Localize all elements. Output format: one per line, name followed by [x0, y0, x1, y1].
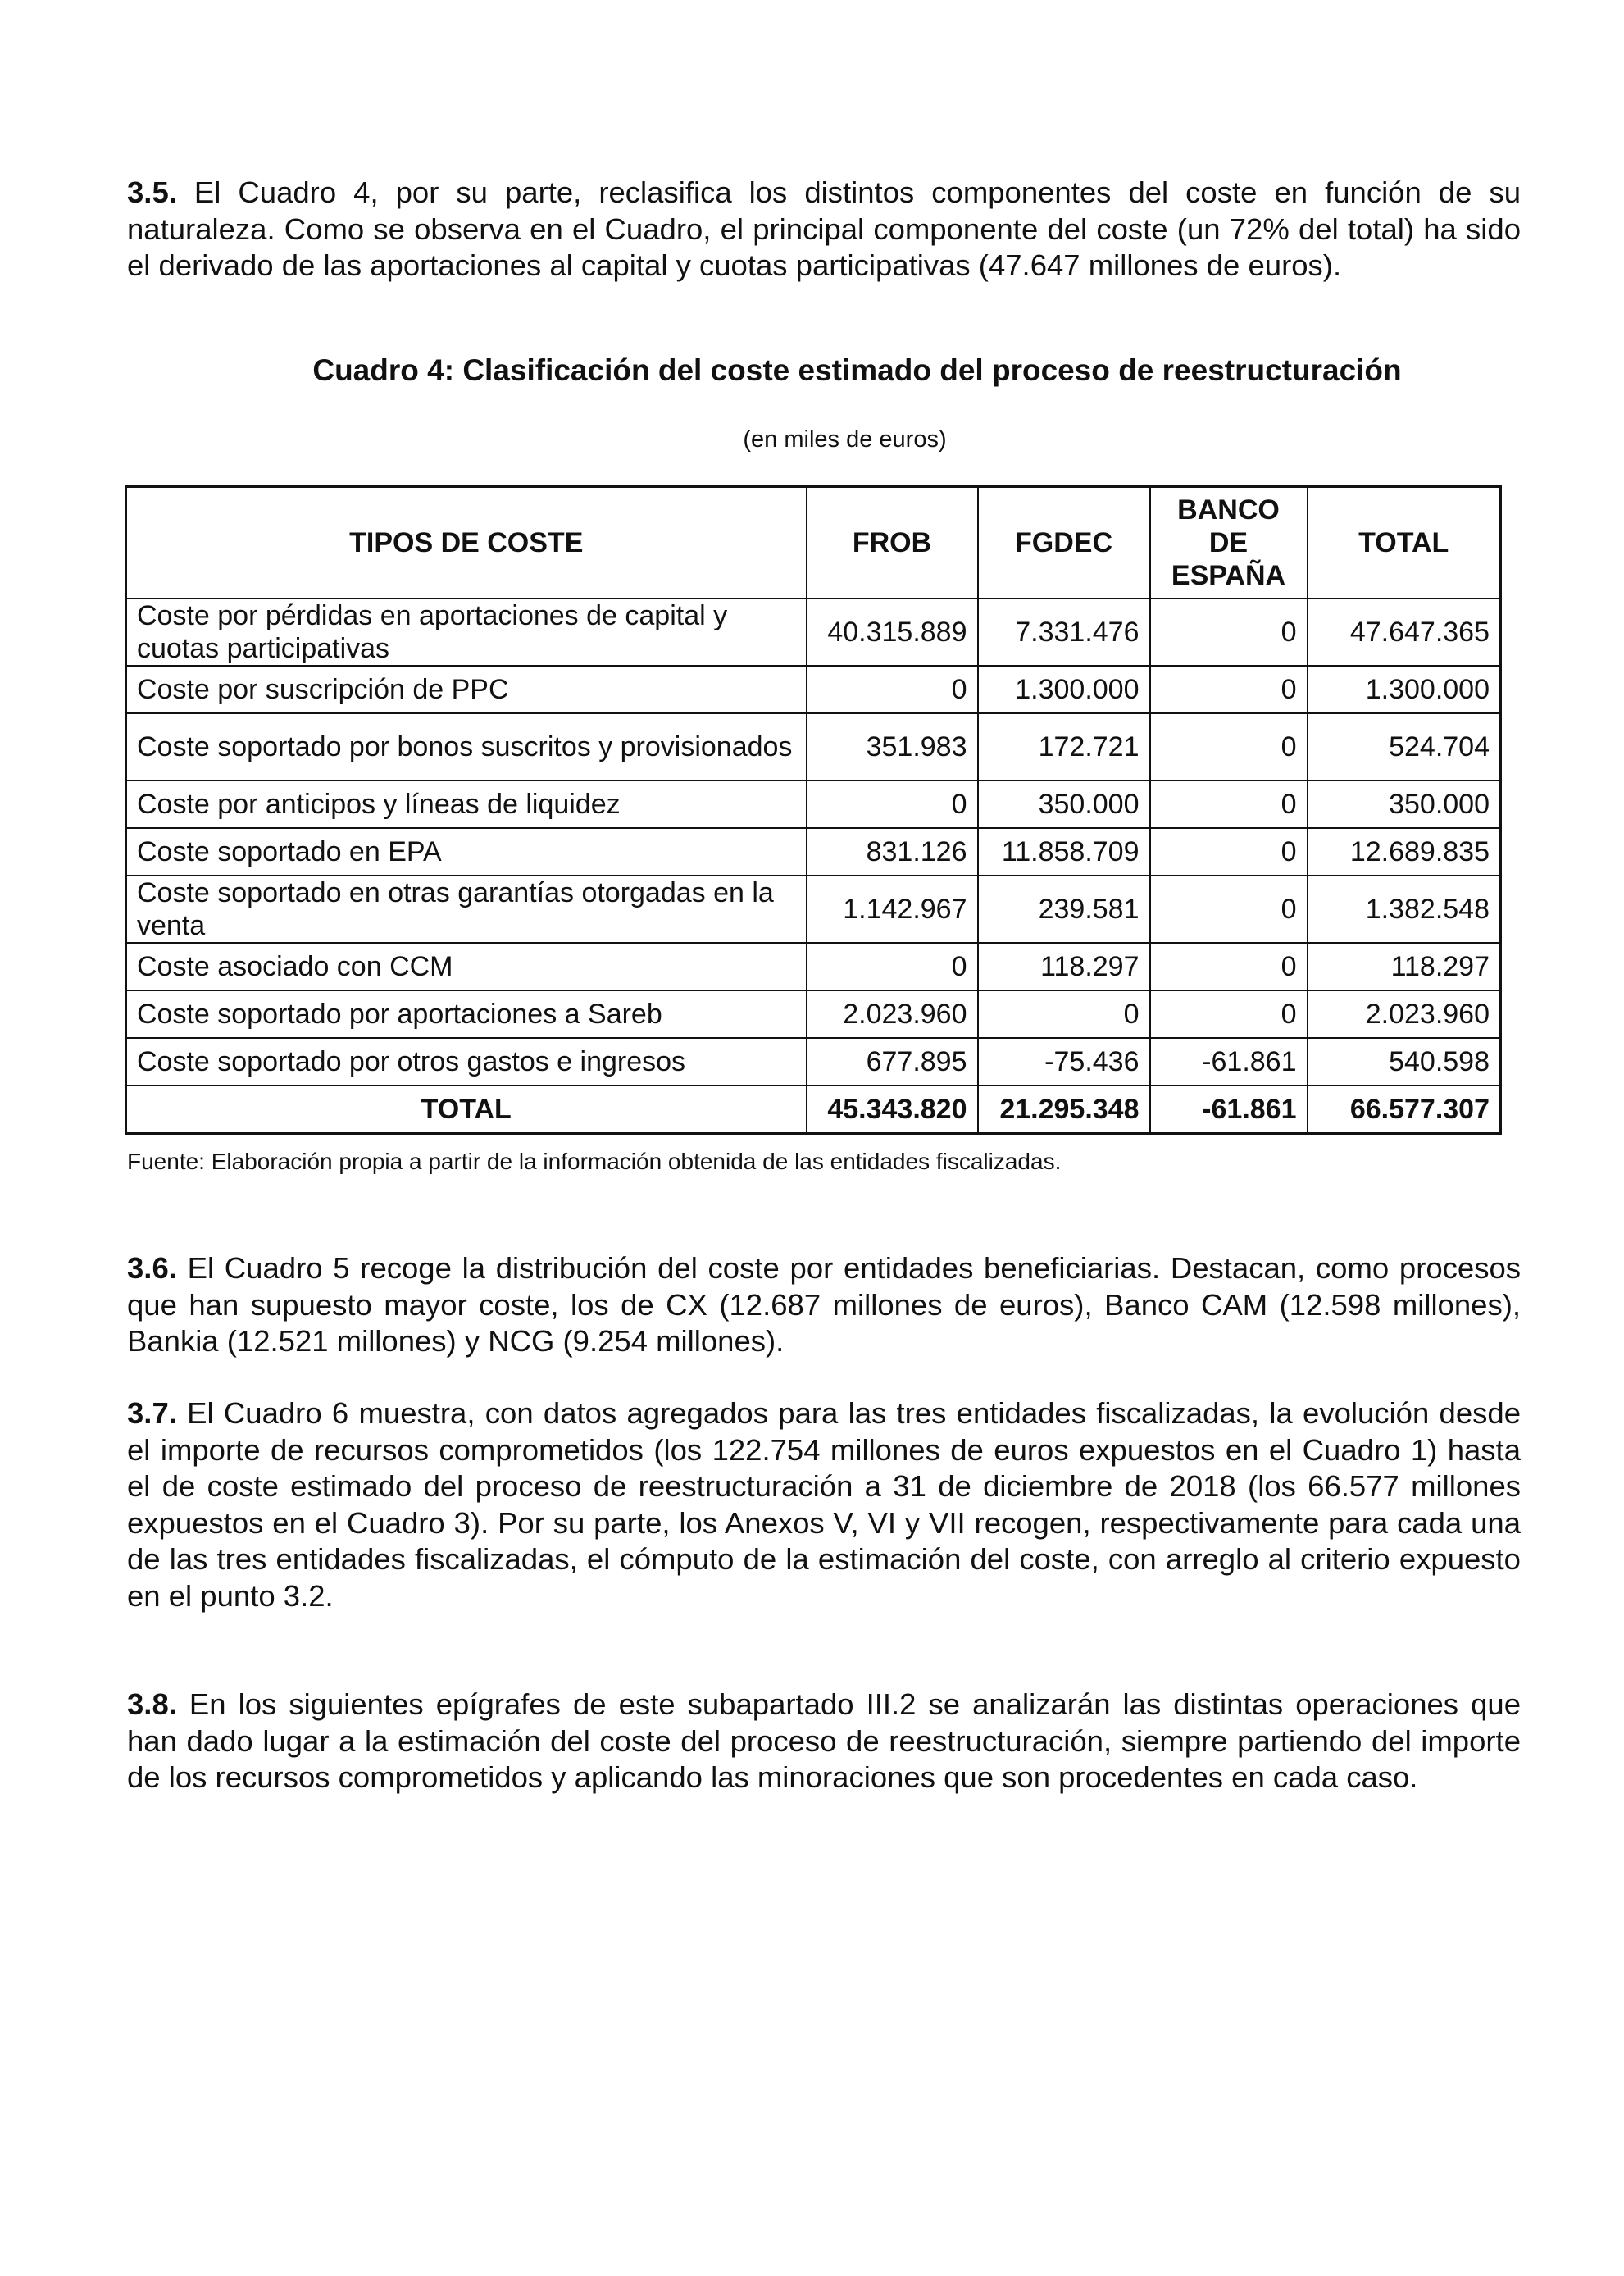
table-header-row	[126, 487, 1501, 599]
cost-classification-table	[125, 485, 1502, 1135]
header-fgdec: FGDEC	[978, 487, 1150, 599]
cell-fgdec: 7.331.476	[978, 599, 1150, 666]
cell-frob: 677.895	[807, 1038, 978, 1086]
cell-banco: 0	[1150, 876, 1308, 943]
table-source-note: Fuente: Elaboración propia a partir de la información obtenida de las entidades fiscalizadas.	[127, 1149, 1062, 1174]
cell-total: 350.000	[1308, 781, 1501, 828]
cell-frob: 0	[807, 666, 978, 713]
cell-fgdec: 1.300.000	[978, 666, 1150, 713]
paragraph-number: 3.7.	[127, 1396, 177, 1430]
paragraph-3-7	[127, 1395, 1521, 1614]
cell-banco: 0	[1150, 990, 1308, 1038]
paragraph-3-8	[127, 1687, 1521, 1796]
paragraph-text: En los siguientes epígrafes de este subapartado III.2 se analizarán las distintas operaciones que han dado lugar a la estimación del coste del proceso de reestructuración, siempre partiendo del importe de los recursos comprometidos y aplicando las minoraciones que son procedentes en cada caso.	[127, 1687, 1521, 1794]
total-fgdec: 21.295.348	[978, 1086, 1150, 1134]
cell-total: 12.689.835	[1308, 828, 1501, 876]
paragraph-number: 3.5.	[127, 175, 177, 209]
row-label: Coste soportado en EPA	[126, 828, 807, 876]
total-frob: 45.343.820	[807, 1086, 978, 1134]
total-banco: -61.861	[1150, 1086, 1308, 1134]
header-tipos-de-coste: TIPOS DE COSTE	[126, 487, 807, 599]
table-row	[126, 1038, 1501, 1086]
paragraph-3-6	[127, 1250, 1521, 1360]
row-label: Coste asociado con CCM	[126, 943, 807, 990]
paragraph-text: El Cuadro 4, por su parte, reclasifica los distintos componentes del coste en función de su naturaleza. Como se observa en el Cuadro, el principal componente del coste (un 72% del total) ha sido el derivado de las aportaciones al capital y cuotas participativas (47.647 millones de euros).	[127, 175, 1521, 282]
cell-total: 2.023.960	[1308, 990, 1501, 1038]
cell-banco: 0	[1150, 828, 1308, 876]
table-row	[126, 876, 1501, 943]
cell-frob: 40.315.889	[807, 599, 978, 666]
row-label: Coste por suscripción de PPC	[126, 666, 807, 713]
paragraph-3-5	[127, 175, 1521, 284]
cell-frob: 2.023.960	[807, 990, 978, 1038]
cell-frob: 0	[807, 781, 978, 828]
table-row	[126, 666, 1501, 713]
table-title: Cuadro 4: Clasificación del coste estimado del proceso de reestructuración	[312, 353, 1402, 387]
row-label: Coste soportado por aportaciones a Sareb	[126, 990, 807, 1038]
cell-total: 1.382.548	[1308, 876, 1501, 943]
table-row	[126, 713, 1501, 781]
total-total: 66.577.307	[1308, 1086, 1501, 1134]
cell-frob: 351.983	[807, 713, 978, 781]
total-label: TOTAL	[126, 1086, 807, 1134]
cell-banco: -61.861	[1150, 1038, 1308, 1086]
table-row	[126, 828, 1501, 876]
cell-fgdec: -75.436	[978, 1038, 1150, 1086]
cell-total: 1.300.000	[1308, 666, 1501, 713]
paragraph-text: El Cuadro 6 muestra, con datos agregados para las tres entidades fiscalizadas, la evolución desde el importe de recursos comprometidos (los 122.754 millones de euros expuestos en el Cuadro 1) hasta el de coste estimado del proceso de reestructuración a 31 de diciembre de 2018 (los 66.577 millones expuestos en el Cuadro 3). Por su parte, los Anexos V, VI y VII recogen, respectivamente para cada una de las tres entidades fiscalizadas, el cómputo de la estimación del coste, con arreglo al criterio expuesto en el punto 3.2.	[127, 1396, 1521, 1613]
cell-banco: 0	[1150, 781, 1308, 828]
row-label: Coste soportado por bonos suscritos y provisionados	[126, 713, 807, 781]
cell-total: 524.704	[1308, 713, 1501, 781]
cell-total: 118.297	[1308, 943, 1501, 990]
cell-fgdec: 118.297	[978, 943, 1150, 990]
paragraph-number: 3.6.	[127, 1251, 177, 1285]
cell-fgdec: 239.581	[978, 876, 1150, 943]
paragraph-text: El Cuadro 5 recoge la distribución del coste por entidades beneficiarias. Destacan, como procesos que han supuesto mayor coste, los de CX (12.687 millones de euros), Banco CAM (12.598 millones), Bankia (12.521 millones) y NCG (9.254 millones).	[127, 1251, 1521, 1358]
table-row	[126, 990, 1501, 1038]
cell-banco: 0	[1150, 599, 1308, 666]
cell-banco: 0	[1150, 666, 1308, 713]
table-row	[126, 943, 1501, 990]
cell-total: 540.598	[1308, 1038, 1501, 1086]
header-total: TOTAL	[1308, 487, 1501, 599]
cell-frob: 1.142.967	[807, 876, 978, 943]
cell-fgdec: 350.000	[978, 781, 1150, 828]
cell-fgdec: 0	[978, 990, 1150, 1038]
row-label: Coste soportado en otras garantías otorgadas en la venta	[126, 876, 807, 943]
row-label: Coste soportado por otros gastos e ingresos	[126, 1038, 807, 1086]
table-row	[126, 599, 1501, 666]
cell-fgdec: 11.858.709	[978, 828, 1150, 876]
cell-banco: 0	[1150, 713, 1308, 781]
table-row	[126, 781, 1501, 828]
paragraph-number: 3.8.	[127, 1687, 177, 1721]
row-label: Coste por anticipos y líneas de liquidez	[126, 781, 807, 828]
cell-frob: 0	[807, 943, 978, 990]
table-total-row	[126, 1086, 1501, 1134]
cell-fgdec: 172.721	[978, 713, 1150, 781]
cell-total: 47.647.365	[1308, 599, 1501, 666]
cell-frob: 831.126	[807, 828, 978, 876]
cell-banco: 0	[1150, 943, 1308, 990]
header-banco-de-espana: BANCO DE ESPAÑA	[1150, 487, 1308, 599]
header-frob: FROB	[807, 487, 978, 599]
table-units: (en miles de euros)	[743, 426, 947, 453]
row-label: Coste por pérdidas en aportaciones de capital y cuotas participativas	[126, 599, 807, 666]
